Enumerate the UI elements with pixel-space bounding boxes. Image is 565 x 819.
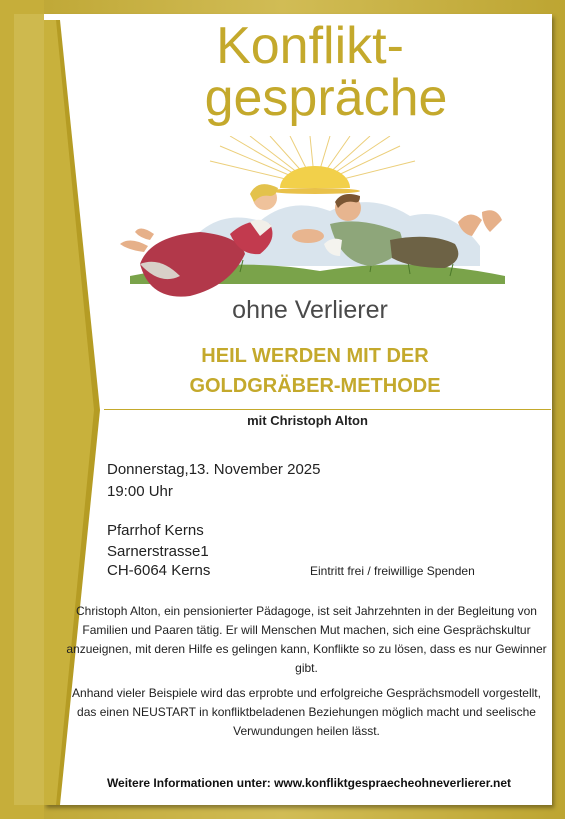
- gold-divider: [104, 409, 551, 410]
- poster-headline: [150, 341, 480, 401]
- headline-line-1: HEIL WERDEN MIT DER: [201, 345, 429, 367]
- entry-note: Eintritt frei / freiwillige Spenden: [310, 564, 475, 578]
- event-info: [107, 459, 320, 580]
- headline-line-2: GOLDGRÄBER-METHODE: [189, 375, 441, 397]
- event-city: CH-6064 Kerns: [107, 562, 211, 579]
- poster-subtitle: ohne Verlierer: [232, 296, 388, 324]
- description: [64, 602, 549, 747]
- event-date: Donnerstag,13. November 2025: [107, 461, 321, 478]
- poster-title: [160, 17, 480, 127]
- title-line-2: gespräche: [204, 69, 448, 127]
- couple-illustration: [110, 136, 520, 304]
- event-street: Sarnerstrasse1: [107, 543, 209, 560]
- footer-info-link[interactable]: Weitere Informationen unter: www.konfliktgespraecheohneverlierer.net: [106, 776, 512, 790]
- event-time: 19:00 Uhr: [107, 483, 173, 500]
- title-line-1: Konflikt-: [216, 17, 404, 75]
- description-paragraph-1: Christoph Alton, ein pensionierter Pädagoge, ist seit Jahrzehnten in der Begleitung von Familien und Paaren tätig. Er will Menschen Mut machen, sich eine Gesprächskultur anzueignen, mit deren Hilfe es gelingen kann, Konflikte so zu lösen, dass es nur Gewinner gibt.: [66, 604, 547, 675]
- description-paragraph-2: Anhand vieler Beispiele wird das erprobte und erfolgreiche Gesprächsmodell vorgestellt, das einen NEUSTART in konfliktbeladenen Beziehungen möglich macht und seelische Verwundungen heilen lässt.: [72, 686, 541, 738]
- speaker-line: mit Christoph Alton: [247, 413, 368, 428]
- event-venue: Pfarrhof Kerns: [107, 522, 204, 539]
